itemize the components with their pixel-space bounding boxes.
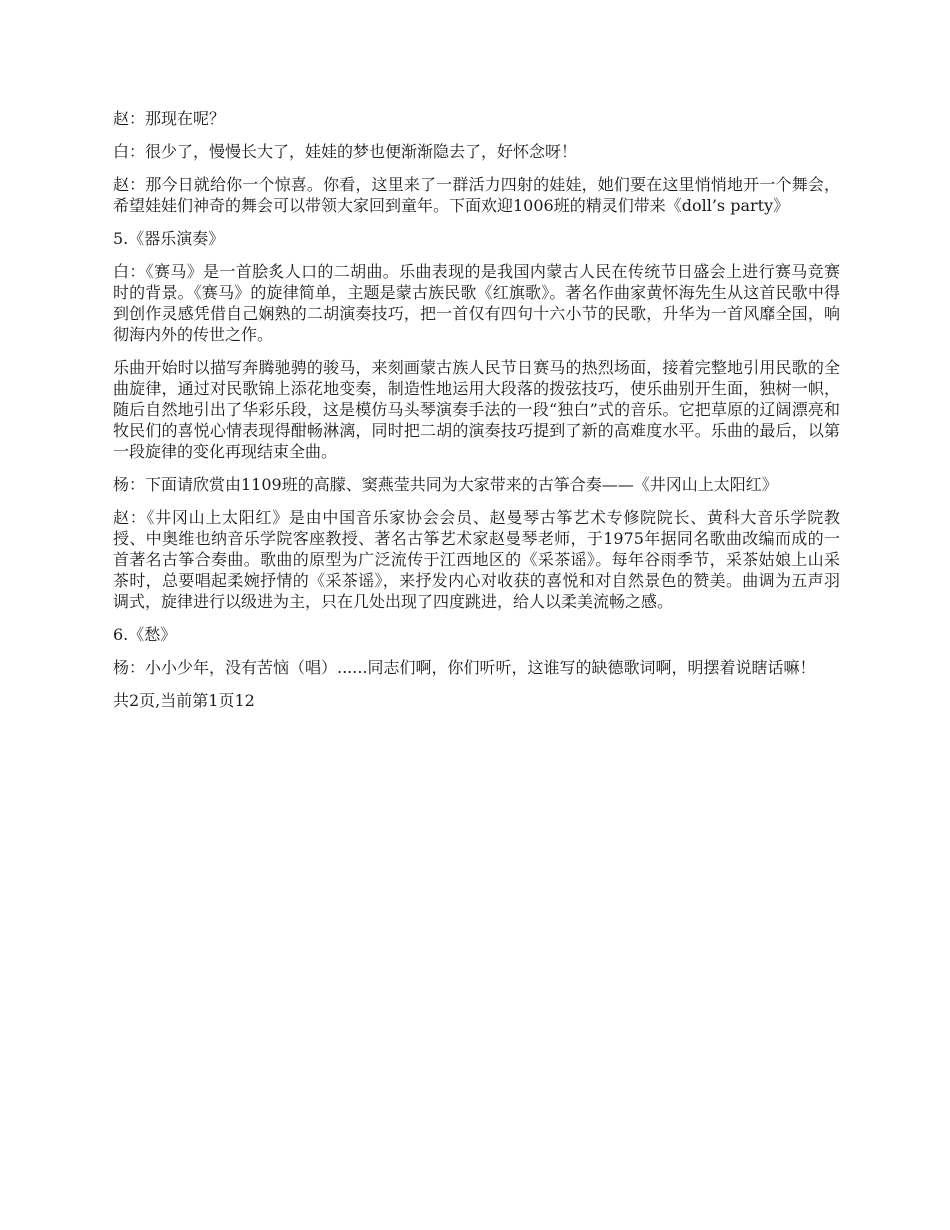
dialogue-zhao-1: 赵：那现在呢？ — [113, 109, 226, 128]
document-page — [113, 108, 840, 723]
section-heading-6: 6.《愁》 — [113, 625, 177, 644]
section-heading-5: 5.《器乐演奏》 — [113, 229, 225, 248]
dialogue-bai-2: 白：《赛马》是一首脍炙人口的二胡曲。乐曲表现的是我国内蒙古人民在传统节日盛会上进行赛马竞赛时的背景。《赛马》的旋律简单，主题是蒙古族民歌《红旗歌》。著名作曲家黄怀海先生从这首民歌中得到创作灵感凭借自己娴熟的二胡演奏技巧，把一首仅有四句十六小节的民歌，升华为一首风靡全国，响彻海内外的传世之作。 — [113, 262, 840, 344]
page-footer: 共2页,当前第1页12 — [113, 691, 255, 710]
dialogue-zhao-3: 赵：《井冈山上太阳红》是由中国音乐家协会会员、赵曼琴古筝艺术专修院院长、黄科大音乐学院教授、中奥维也纳音乐学院客座教授、著名古筝艺术家赵曼琴老师，于1975年据同名歌曲改编而成的一首著名古筝合奏曲。歌曲的原型为广泛流传于江西地区的《采茶谣》。每年谷雨季节，采茶姑娘上山采茶时，总要唱起柔婉抒情的《采茶谣》，来抒发内心对收获的喜悦和对自然景色的赞美。曲调为五声羽调式，旋律进行以级进为主，只在几处出现了四度跳进，给人以柔美流畅之感。 — [113, 508, 840, 611]
dialogue-zhao-2: 赵：那今日就给你一个惊喜。你看，这里来了一群活力四射的娃娃，她们要在这里悄悄地开一个舞会，希望娃娃们神奇的舞会可以带领大家回到童年。下面欢迎1006班的精灵们带来《doll’s party》 — [113, 175, 840, 215]
dialogue-yang-2: 杨：小小少年，没有苦恼（唱）......同志们啊，你们听听，这谁写的缺德歌词啊，明摆着说瞎话嘛！ — [113, 658, 816, 677]
dialogue-yang-1: 杨：下面请欣赏由1109班的高朦、窦燕莹共同为大家带来的古筝合奏——《井冈山上太阳红》 — [113, 475, 778, 494]
paragraph-music-description: 乐曲开始时以描写奔腾驰骋的骏马，来刻画蒙古族人民节日赛马的热烈场面，接着完整地引用民歌的全曲旋律，通过对民歌锦上添花地变奏，制造性地运用大段落的拨弦技巧，使乐曲别开生面，独树一帜，随后自然地引出了华彩乐段，这是模仿马头琴演奏手法的一段“独白”式的音乐。它把草原的辽阔漂亮和牧民们的喜悦心情表现得酣畅淋漓，同时把二胡的演奏技巧提到了新的高难度水平。乐曲的最后，以第一段旋律的变化再现结束全曲。 — [113, 358, 840, 461]
dialogue-bai-1: 白：很少了，慢慢长大了，娃娃的梦也便渐渐隐去了，好怀念呀！ — [113, 142, 578, 161]
